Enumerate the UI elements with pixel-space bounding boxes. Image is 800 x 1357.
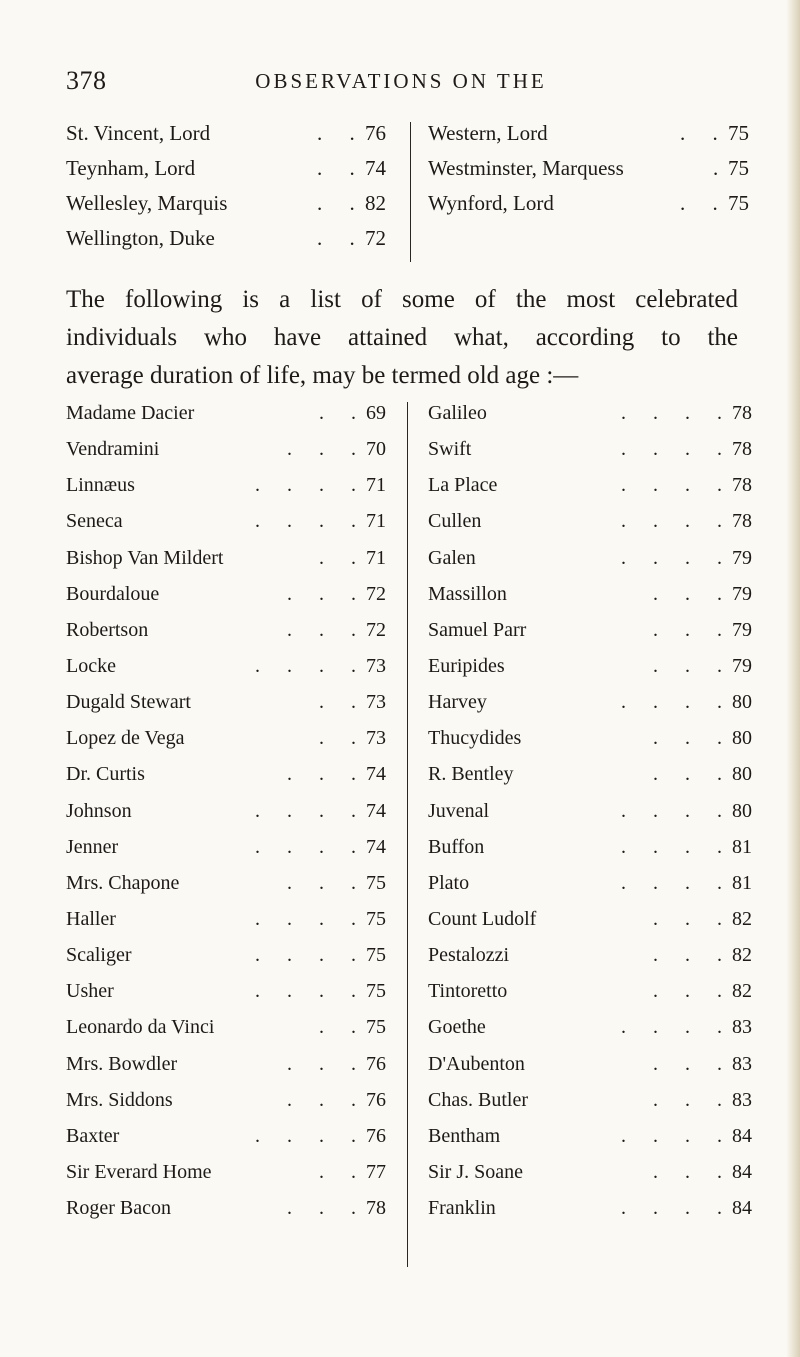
age-value: 79: [732, 546, 752, 569]
list-item: [66, 467, 396, 503]
person-name: Buffon: [428, 835, 485, 858]
person-name: La Place: [428, 474, 498, 497]
list-item: [428, 1009, 758, 1045]
age-value: 76: [365, 121, 386, 145]
age-value: 80: [732, 691, 752, 714]
leader-dots: . . . .: [255, 510, 356, 533]
age-value: 80: [732, 763, 752, 786]
longevity-list-left: [66, 395, 396, 1226]
person-name: Madame Dacier: [66, 402, 195, 424]
leader-dots: . . .: [653, 907, 722, 930]
leader-dots: . . .: [287, 1052, 356, 1075]
longevity-list-right: [428, 395, 758, 1226]
person-name: Linnæus: [66, 474, 135, 497]
list-item: [66, 1154, 396, 1190]
person-name: Haller: [66, 907, 116, 930]
age-value: 82: [732, 980, 752, 1003]
leader-dots: . .: [319, 691, 356, 714]
person-name: Thucydides: [428, 727, 522, 750]
leader-dots: . .: [319, 727, 356, 750]
person-name: Plato: [428, 871, 470, 894]
leader-dots: . . .: [653, 1052, 722, 1075]
leader-dots: . .: [319, 1016, 356, 1039]
person-name: Wynford, Lord: [428, 191, 554, 215]
person-name: Teynham, Lord: [66, 156, 196, 180]
age-value: 75: [728, 156, 749, 180]
person-name: Mrs. Chapone: [66, 871, 180, 894]
leader-dots: . . .: [287, 582, 356, 605]
person-name: Massillon: [428, 582, 507, 605]
age-value: 73: [366, 691, 386, 714]
leader-dots: . . . .: [621, 871, 722, 894]
list-item: [428, 648, 758, 684]
leader-dots: . . . .: [621, 402, 722, 424]
person-name: Count Ludolf: [428, 907, 537, 930]
column-divider: [407, 402, 408, 1267]
list-item: [428, 756, 758, 792]
person-name: Wellington, Duke: [66, 226, 215, 250]
list-item: [66, 1082, 396, 1118]
list-item: [428, 503, 758, 539]
intro-paragraph: [66, 281, 738, 395]
list-item: [428, 540, 758, 576]
age-value: 69: [366, 402, 386, 424]
person-name: Chas. Butler: [428, 1088, 528, 1111]
age-value: 71: [366, 510, 386, 533]
person-name: Euripides: [428, 654, 505, 677]
list-item: [66, 865, 396, 901]
person-name: Sir Everard Home: [66, 1160, 212, 1183]
page-number: 378: [66, 66, 107, 95]
person-name: Baxter: [66, 1124, 120, 1147]
leader-dots: . .: [680, 191, 718, 215]
person-name: Roger Bacon: [66, 1197, 171, 1220]
leader-dots: . .: [317, 226, 355, 250]
age-value: 76: [366, 1124, 386, 1147]
age-value: 75: [728, 191, 749, 215]
age-value: 71: [366, 474, 386, 497]
age-value: 75: [366, 980, 386, 1003]
age-value: 78: [732, 474, 752, 497]
person-name: Robertson: [66, 618, 149, 641]
leader-dots: . . . .: [621, 510, 722, 533]
age-value: 78: [366, 1197, 386, 1220]
leader-dots: . .: [317, 121, 355, 145]
leader-dots: . . .: [653, 763, 722, 786]
leader-dots: . . .: [287, 618, 356, 641]
list-item: [66, 1118, 396, 1154]
list-item: [66, 612, 396, 648]
column-divider: [410, 122, 411, 262]
age-value: 80: [732, 799, 752, 822]
age-value: 79: [732, 582, 752, 605]
age-value: 78: [732, 402, 752, 424]
leader-dots: . . .: [287, 1088, 356, 1111]
person-name: Usher: [66, 980, 114, 1003]
list-item: [428, 1190, 758, 1226]
person-name: Scaliger: [66, 944, 132, 967]
person-name: Westminster, Marquess: [428, 156, 624, 180]
person-name: St. Vincent, Lord: [66, 121, 211, 145]
person-name: Leonardo da Vinci: [66, 1016, 215, 1039]
person-name: Bourdaloue: [66, 582, 160, 605]
page-header: [66, 66, 736, 106]
age-value: 82: [365, 191, 386, 215]
age-value: 72: [366, 618, 386, 641]
leader-dots: . . .: [287, 1197, 356, 1220]
person-name: Harvey: [428, 691, 487, 714]
list-item: [66, 973, 396, 1009]
person-name: Dugald Stewart: [66, 691, 191, 714]
leader-dots: . . .: [287, 438, 356, 461]
leader-dots: . . . .: [255, 799, 356, 822]
list-item: [428, 576, 758, 612]
age-value: 78: [732, 438, 752, 461]
age-value: 75: [366, 907, 386, 930]
age-value: 78: [732, 510, 752, 533]
age-value: 75: [366, 1016, 386, 1039]
person-name: Franklin: [428, 1197, 496, 1220]
person-name: R. Bentley: [428, 763, 514, 786]
leader-dots: . . .: [653, 980, 722, 1003]
leader-dots: . . . .: [621, 546, 722, 569]
leader-dots: . . . .: [255, 980, 356, 1003]
age-value: 74: [366, 763, 386, 786]
leader-dots: . .: [319, 546, 356, 569]
age-value: 76: [366, 1088, 386, 1111]
age-value: 82: [732, 944, 752, 967]
list-item: [428, 431, 758, 467]
age-value: 73: [366, 727, 386, 750]
list-item: [66, 116, 396, 151]
list-item: [428, 1154, 758, 1190]
person-name: Lopez de Vega: [66, 727, 185, 750]
list-item: [428, 829, 758, 865]
list-item: [66, 829, 396, 865]
age-value: 84: [732, 1124, 752, 1147]
running-title: OBSERVATIONS ON THE: [255, 69, 547, 93]
list-item: [66, 684, 396, 720]
list-item: [428, 973, 758, 1009]
person-name: Galileo: [428, 402, 487, 424]
list-item: [66, 1009, 396, 1045]
peer-list-left: [66, 116, 396, 256]
person-name: Dr. Curtis: [66, 763, 145, 786]
leader-dots: . . . .: [255, 944, 356, 967]
list-item: [66, 186, 396, 221]
list-item: [66, 221, 396, 256]
leader-dots: . . .: [653, 727, 722, 750]
leader-dots: . . . .: [621, 691, 722, 714]
person-name: Sir J. Soane: [428, 1160, 523, 1183]
leader-dots: . . .: [653, 582, 722, 605]
peer-list-right: [428, 116, 758, 221]
person-name: Cullen: [428, 510, 482, 533]
age-value: 73: [366, 654, 386, 677]
list-item: [428, 1046, 758, 1082]
age-value: 84: [732, 1197, 752, 1220]
leader-dots: . . .: [653, 1160, 722, 1183]
leader-dots: . . .: [653, 944, 722, 967]
age-value: 83: [732, 1016, 752, 1039]
age-value: 83: [732, 1052, 752, 1075]
list-item: [66, 756, 396, 792]
age-value: 72: [365, 226, 386, 250]
age-value: 75: [366, 871, 386, 894]
age-value: 74: [365, 156, 386, 180]
list-item: [428, 395, 758, 431]
leader-dots: . . .: [653, 1088, 722, 1111]
paragraph-line: average duration of life, may be termed old age :—: [66, 362, 579, 389]
paragraph-line: The following is a list of some of the most celebrated: [66, 286, 738, 313]
age-value: 74: [366, 799, 386, 822]
person-name: Tintoretto: [428, 980, 508, 1003]
person-name: Pestalozzi: [428, 944, 510, 967]
leader-dots: . .: [319, 402, 356, 424]
age-value: 79: [732, 618, 752, 641]
list-item: [428, 937, 758, 973]
person-name: Bentham: [428, 1124, 501, 1147]
list-item: [428, 186, 758, 221]
list-item: [66, 720, 396, 756]
leader-dots: .: [713, 156, 719, 180]
list-item: [66, 1046, 396, 1082]
person-name: D'Aubenton: [428, 1052, 525, 1075]
age-value: 74: [366, 835, 386, 858]
age-value: 72: [366, 582, 386, 605]
list-item: [66, 1190, 396, 1226]
person-name: Wellesley, Marquis: [66, 191, 228, 215]
leader-dots: . . .: [653, 618, 722, 641]
list-item: [66, 901, 396, 937]
age-value: 82: [732, 907, 752, 930]
age-value: 76: [366, 1052, 386, 1075]
leader-dots: . . . .: [255, 474, 356, 497]
person-name: Western, Lord: [428, 121, 548, 145]
person-name: Mrs. Siddons: [66, 1088, 173, 1111]
list-item: [66, 576, 396, 612]
age-value: 81: [732, 871, 752, 894]
person-name: Galen: [428, 546, 476, 569]
age-value: 83: [732, 1088, 752, 1111]
person-name: Seneca: [66, 510, 123, 533]
list-item: [428, 612, 758, 648]
leader-dots: . . . .: [621, 799, 722, 822]
list-item: [66, 540, 396, 576]
leader-dots: . .: [680, 121, 718, 145]
age-value: 77: [366, 1160, 386, 1183]
leader-dots: . . .: [653, 654, 722, 677]
person-name: Jenner: [66, 835, 119, 858]
age-value: 71: [366, 546, 386, 569]
age-value: 79: [732, 654, 752, 677]
list-item: [66, 937, 396, 973]
list-item: [428, 1082, 758, 1118]
leader-dots: . . . .: [621, 1197, 722, 1220]
leader-dots: . . . .: [621, 1124, 722, 1147]
leader-dots: . . . .: [621, 1016, 722, 1039]
list-item: [428, 720, 758, 756]
leader-dots: . . . .: [255, 907, 356, 930]
leader-dots: . . . .: [255, 1124, 356, 1147]
person-name: Johnson: [66, 799, 132, 822]
age-value: 81: [732, 835, 752, 858]
list-item: [428, 865, 758, 901]
person-name: Samuel Parr: [428, 618, 527, 641]
leader-dots: . . . .: [621, 835, 722, 858]
person-name: Locke: [66, 654, 116, 677]
leader-dots: . . . .: [621, 438, 722, 461]
leader-dots: . . .: [287, 871, 356, 894]
leader-dots: . . . .: [255, 654, 356, 677]
leader-dots: . .: [317, 156, 355, 180]
page-edge-shadow: [786, 0, 800, 1357]
list-item: [428, 684, 758, 720]
list-item: [428, 467, 758, 503]
list-item: [428, 116, 758, 151]
list-item: [428, 901, 758, 937]
person-name: Swift: [428, 438, 472, 461]
list-item: [66, 395, 396, 431]
paragraph-line: individuals who have attained what, according to the: [66, 324, 738, 351]
list-item: [66, 431, 396, 467]
leader-dots: . .: [317, 191, 355, 215]
age-value: 84: [732, 1160, 752, 1183]
person-name: Vendramini: [66, 438, 160, 461]
list-item: [66, 151, 396, 186]
leader-dots: . . . .: [621, 474, 722, 497]
age-value: 70: [366, 438, 386, 461]
list-item: [66, 793, 396, 829]
age-value: 80: [732, 727, 752, 750]
list-item: [428, 151, 758, 186]
age-value: 75: [728, 121, 749, 145]
person-name: Mrs. Bowdler: [66, 1052, 178, 1075]
person-name: Goethe: [428, 1016, 486, 1039]
person-name: Juvenal: [428, 799, 490, 822]
list-item: [428, 1118, 758, 1154]
list-item: [66, 648, 396, 684]
age-value: 75: [366, 944, 386, 967]
leader-dots: . . . .: [255, 835, 356, 858]
leader-dots: . .: [319, 1160, 356, 1183]
leader-dots: . . .: [287, 763, 356, 786]
list-item: [66, 503, 396, 539]
person-name: Bishop Van Mildert: [66, 546, 224, 569]
list-item: [428, 793, 758, 829]
